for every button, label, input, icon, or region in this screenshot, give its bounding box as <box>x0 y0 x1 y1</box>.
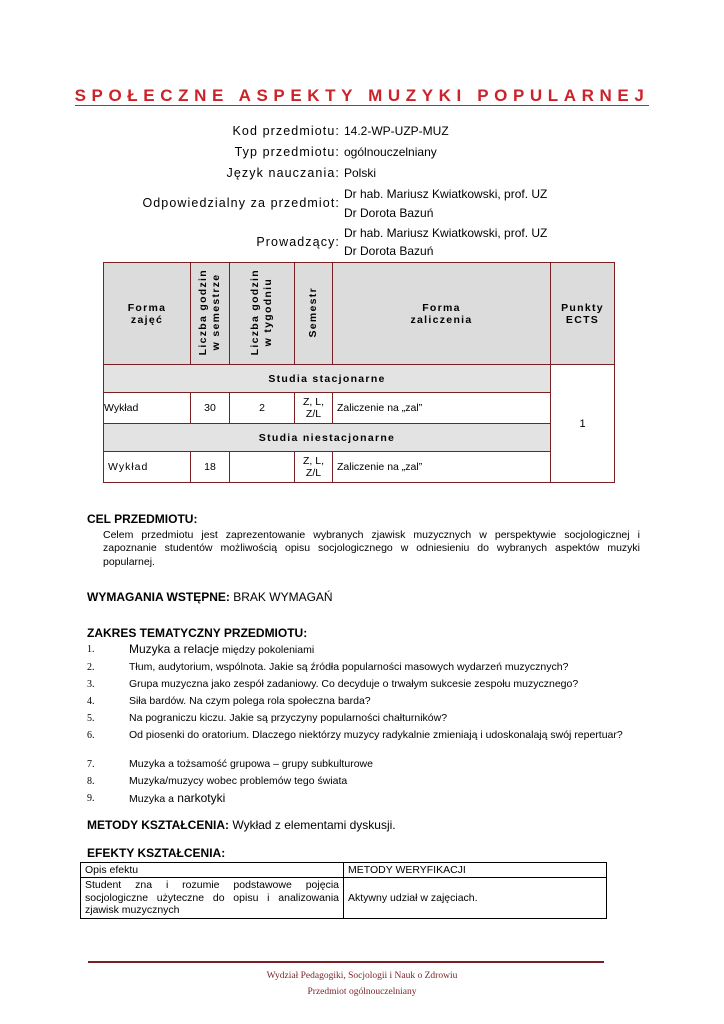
header-ects <box>551 263 615 365</box>
header-hours-semester <box>191 263 230 365</box>
row-semester-line-1: Z, L, <box>302 455 324 467</box>
requirements-label: WYMAGANIA WSTĘPNE: <box>87 590 230 604</box>
list-item-text-tail: między pokoleniami <box>219 644 315 656</box>
type-label: Typ przedmiotu: <box>234 145 340 159</box>
document-title <box>0 86 724 106</box>
list-item-number: 3. <box>87 679 95 690</box>
row-semester <box>295 393 333 424</box>
row-semester-line-2: Z/L <box>305 467 322 479</box>
row-form: Wykład <box>104 452 191 483</box>
footer-faculty: Wydział Pedagogiki, Socjologii i Nauk o Zdrowiu <box>266 971 458 981</box>
methods-label: METODY KSZTAŁCENIA: <box>87 818 230 832</box>
footer-course-type: Przedmiot ogólnouczelniany <box>307 987 417 997</box>
list-item-number: 4. <box>87 696 95 707</box>
header-hours-week <box>230 263 295 365</box>
title-text: SPOŁECZNE ASPEKTY MUZYKI POPULARNEJ <box>74 86 650 105</box>
outcomes-col-verification: METODY WERYFIKACJI <box>344 863 607 878</box>
list-item-number: 7. <box>87 759 95 770</box>
scope-heading: ZAKRES TEMATYCZNY PRZEDMIOTU: <box>87 626 308 640</box>
row-hours-semester: 18 <box>191 452 230 483</box>
outcomes-table <box>80 862 607 919</box>
row-assessment: Zaliczenie na „zal” <box>333 452 551 483</box>
header-assessment-line-2: zaliczenia <box>410 313 473 326</box>
list-item-text-main: Muzyka a relacje <box>129 642 220 656</box>
responsible-value-2: Dr Dorota Bazuń <box>344 206 434 220</box>
outcomes-col-description: Opis efektu <box>81 863 344 878</box>
list-item-text: Od piosenki do oratorium. Dlaczego niektórzy muzycy radykalnie zmieniają i udoskonalają swój repertuar? <box>129 729 623 741</box>
row-hours-semester: 30 <box>191 393 230 424</box>
teachers-value-1: Dr hab. Mariusz Kwiatkowski, prof. UZ <box>344 226 548 240</box>
code-value: 14.2-WP-UZP-MUZ <box>344 124 449 138</box>
responsible-label: Odpowiedzialny za przedmiot: <box>142 196 340 210</box>
methods-value: Wykład z elementami dyskusji. <box>232 818 396 832</box>
list-item-text <box>129 792 225 806</box>
header-hours-semester-line-1: Liczba godzin <box>197 268 209 356</box>
header-semester <box>295 263 333 365</box>
list-item-text: Tłum, audytorium, wspólnota. Jakie są źródła popularności masowych wydarzeń muzycznych? <box>129 661 569 673</box>
header-hours-semester-line-2: w semestrze <box>210 273 222 351</box>
list-item-number: 1. <box>87 644 95 655</box>
requirements-value: BRAK WYMAGAŃ <box>233 590 333 604</box>
row-assessment: Zaliczenie na „zal” <box>333 393 551 424</box>
header-assessment-line-1: Forma <box>422 301 461 314</box>
header-hours-week-line-2: w tygodniu <box>262 277 274 347</box>
list-item-number: 6. <box>87 730 95 741</box>
footer-divider <box>88 961 604 963</box>
header-assessment <box>333 263 551 365</box>
table-row <box>104 452 615 483</box>
list-item-number: 5. <box>87 713 95 724</box>
type-value: ogólnouczelniany <box>344 145 437 159</box>
row-hours-week <box>230 452 295 483</box>
requirements-heading <box>87 590 333 604</box>
table-row <box>104 393 615 424</box>
list-item-text: Na pograniczu kiczu. Jakie są przyczyny popularności chałturników? <box>129 712 448 724</box>
outcome-description: Student zna i rozumie podstawowe pojęcia socjologiczne użyteczne do opisu i analizowania zjawisk muzycznych <box>81 878 344 919</box>
list-item-number: 9. <box>87 793 95 804</box>
teachers-value-2: Dr Dorota Bazuń <box>344 244 434 258</box>
table-row <box>81 878 607 919</box>
list-item-text <box>129 643 314 657</box>
list-item-number: 2. <box>87 662 95 673</box>
language-value: Polski <box>344 166 377 180</box>
list-item-text-main: Muzyka a <box>129 793 174 805</box>
header-ects-line-2: ECTS <box>565 313 600 326</box>
list-item-number: 8. <box>87 776 95 787</box>
goal-heading: CEL PRZEDMIOTU: <box>87 512 198 526</box>
code-label: Kod przedmiotu: <box>232 124 340 138</box>
row-hours-week: 2 <box>230 393 295 424</box>
header-semester-text: Semestr <box>307 286 319 338</box>
header-form-line-2: zajęć <box>130 313 164 326</box>
list-item-text: Grupa muzyczna jako zespół zadaniowy. Co decyduje o trwałym sukcesie zespołu muzycznego? <box>129 678 579 690</box>
section-part-time: Studia niestacjonarne <box>104 424 551 452</box>
row-semester <box>295 452 333 483</box>
ects-value: 1 <box>551 365 615 483</box>
methods-heading <box>87 818 396 832</box>
row-semester-line-2: Z/L <box>305 408 322 420</box>
outcome-verification: Aktywny udział w zajęciach. <box>344 878 607 919</box>
list-item-text: Siła bardów. Na czym polega rola społeczna barda? <box>129 695 371 707</box>
header-form <box>104 263 191 365</box>
course-table <box>103 262 615 483</box>
outcomes-heading: EFEKTY KSZTAŁCENIA: <box>87 846 226 860</box>
header-ects-line-1: Punkty <box>561 301 604 314</box>
teachers-label: Prowadzący: <box>256 235 340 249</box>
row-semester-line-1: Z, L, <box>302 396 324 408</box>
goal-text: Celem przedmiotu jest zaprezentowanie wybranych zjawisk muzycznych w perspektywie socjologicznej i zapoznanie studentów możliwością opisu socjologicznego w odniesieniu do wybranych aspektów muzyki popularnej. <box>103 529 640 568</box>
section-full-time: Studia stacjonarne <box>104 365 551 393</box>
list-item-text-tail: narkotyki <box>173 791 226 805</box>
header-form-line-1: Forma <box>127 301 167 314</box>
row-form: Wykład <box>104 393 191 424</box>
list-item-text: Muzyka a tożsamość grupowa – grupy subkulturowe <box>129 758 373 770</box>
responsible-value-1: Dr hab. Mariusz Kwiatkowski, prof. UZ <box>344 187 548 201</box>
header-hours-week-line-1: Liczba godzin <box>249 268 261 356</box>
list-item-text: Muzyka/muzycy wobec problemów tego świata <box>129 775 348 787</box>
language-label: Język nauczania: <box>226 166 340 180</box>
